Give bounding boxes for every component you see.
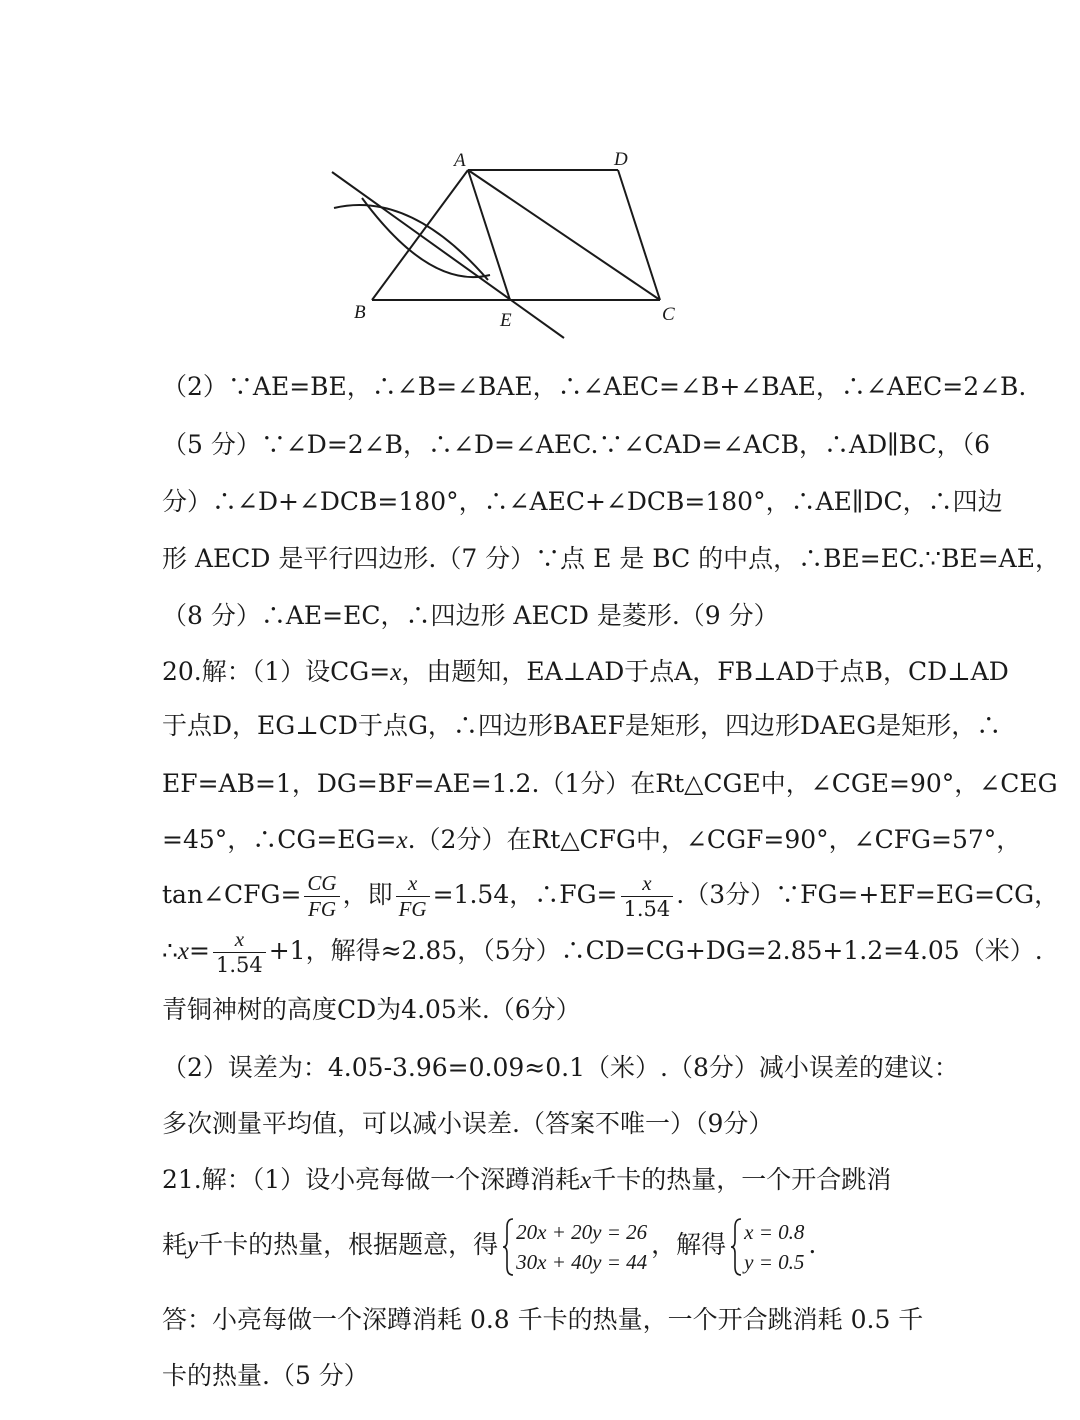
q20-line-8: （2）误差为：4.05-3.96=0.09≈0.1（米）.（8分）减小误差的建议： [162,1053,959,1082]
q20-text: .（2分）在Rt△CFG中，∠CGF=90°，∠CFG=57°， [407,825,1022,854]
q21-answer-line-1: 答：小亮每做一个深蹲消耗 0.8 千卡的热量，一个开合跳消耗 0.5 千 [162,1305,924,1334]
q20-line-5 [162,870,1060,922]
variable-x: x [580,1167,592,1194]
equation-system-2 [730,1217,804,1277]
equation-1: 20x + 20y = 26 [516,1219,648,1244]
geometry-figure [320,140,700,340]
q20-line-4 [162,820,1022,861]
q21-text: . [808,1230,817,1259]
construction-arc-1 [334,205,488,280]
solution-x: x = 0.8 [744,1219,805,1244]
q20-line-1 [162,652,1009,693]
segment-ac [468,170,660,300]
variable-x: x [390,659,402,686]
fraction-numerator: x [213,927,266,953]
q20-text: =45°，∴CG=EG= [162,825,397,854]
p2-line-4: 形 AECD 是平行四边形.（7 分）∵点 E 是 BC 的中点，∴BE=EC.∵BE=AE， [162,544,1060,573]
fraction-x-154 [621,871,674,922]
segment-dc [618,170,660,300]
q21-line-1 [162,1160,922,1201]
label-d: D [614,149,628,170]
brace-icon [730,1217,742,1277]
q21-text: 千卡的热量，根据题意，得 [198,1230,499,1259]
brace-icon [502,1217,514,1277]
q20-line-3: EF=AB=1，DG=BF=AE=1.2.（1分）在Rt△CGE中，∠CGE=90°，∠CEG [162,769,1058,798]
q20-line-2: 于点D，EG⊥CD于点G，∴四边形BAEF是矩形，四边形DAEG是矩形，∴ [162,711,1002,740]
p2-line-5: （8 分）∴AE=EC，∴四边形 AECD 是菱形.（9 分） [162,601,779,630]
fraction-denominator: FG [398,897,427,921]
label-e: E [500,310,512,331]
fraction-denominator: 1.54 [215,953,263,977]
fraction-x-fg [396,871,430,922]
q20-line-9: 多次测量平均值，可以减小误差.（答案不唯一）（9分） [162,1109,774,1138]
q21-text: 21.解：（1）设小亮每做一个深蹲消耗 [162,1165,581,1194]
q21-line-2 [162,1212,922,1279]
variable-x: x [396,827,408,854]
fraction-numerator: CG [304,871,339,897]
fraction-denominator: FG [308,897,336,921]
q21-text: ，解得 [651,1230,727,1259]
p2-line-1: （2）∵AE=BE，∴∠B=∠BAE，∴∠AEC=∠B+∠BAE，∴∠AEC=2∠B. [162,372,1027,401]
construction-arc-2 [362,198,490,277]
variable-x: x [177,938,190,965]
q20-text: =1.54，∴FG= [432,880,618,909]
q20-line-7: 青铜神树的高度CD为4.05米.（6分） [162,995,581,1024]
q20-text: tan∠CFG= [162,880,302,909]
q21-answer-line-2: 卡的热量.（5 分） [162,1361,369,1390]
segment-ae [468,170,510,300]
q20-line-6 [162,926,1043,978]
equation-system-1 [502,1217,647,1277]
label-b: B [354,302,366,323]
fraction-x-154 [213,927,266,978]
label-c: C [662,304,675,325]
q20-text: +1，解得≈2.85，（5分）∴CD=CG+DG=2.85+1.2=4.05（米）. [268,936,1043,965]
q21-text: 千卡的热量，一个开合跳消 [591,1165,892,1194]
q20-text: ，由题知，EA⊥AD于点A，FB⊥AD于点B，CD⊥AD [401,657,1009,686]
fraction-denominator: 1.54 [623,897,671,921]
label-a: A [454,150,466,171]
solution-y: y = 0.5 [744,1249,805,1274]
fraction-numerator: x [621,871,674,897]
q20-text: = [189,936,210,965]
fraction-numerator: x [396,871,430,897]
q20-text: ，即 [342,880,393,909]
q21-text: 耗 [162,1230,188,1259]
equation-2: 30x + 40y = 44 [516,1249,648,1274]
p2-line-2: （5 分）∵∠D=2∠B，∴∠D=∠AEC.∵∠CAD=∠ACB，∴AD∥BC，（6 [162,430,991,459]
fraction-cg-fg [304,871,339,922]
variable-y: y [187,1232,199,1259]
q20-text: ∴ [162,936,178,965]
p2-line-3: 分）∴∠D+∠DCB=180°，∴∠AEC+∠DCB=180°，∴AE∥DC，∴四边 [162,487,1003,516]
q20-text: .（3分）∵FG=+EF=EG=CG， [676,880,1060,909]
q20-text: 20.解：（1）设CG= [162,657,391,686]
